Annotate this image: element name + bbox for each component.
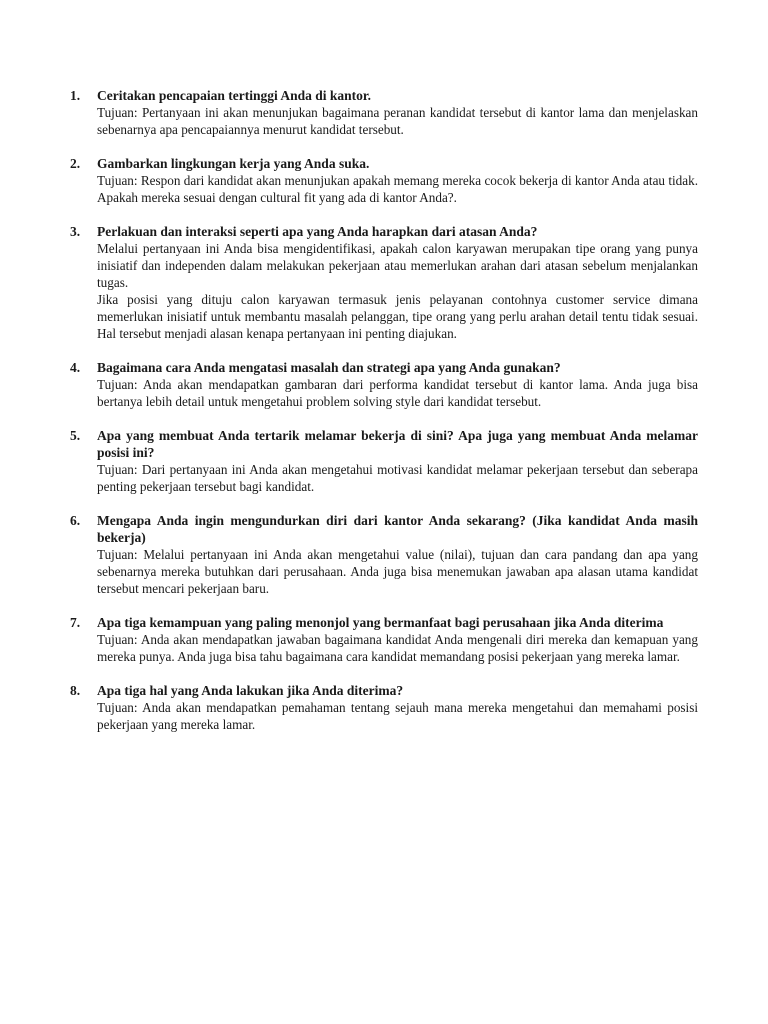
list-item bbox=[70, 682, 698, 733]
list-item bbox=[70, 614, 698, 665]
question-heading: Gambarkan lingkungan kerja yang Anda suka. bbox=[97, 156, 370, 171]
item-content bbox=[97, 87, 698, 138]
item-number: 7. bbox=[70, 615, 81, 630]
explanation-paragraph: Tujuan: Melalui pertanyaan ini Anda akan mengetahui value (nilai), tujuan dan cara pandang dan apa yang sebenarnya mereka butuhkan dari perusahaan. Anda juga bisa menemukan jawaban apa alasan utama kandidat tersebut mencari pekerjaan baru. bbox=[97, 547, 698, 596]
list-item bbox=[70, 223, 698, 342]
list-item bbox=[70, 359, 698, 410]
explanation-paragraph: Tujuan: Pertanyaan ini akan menunjukan bagaimana peranan kandidat tersebut di kantor lama dan menjelaskan sebenarnya apa pencapaiannya menurut kandidat tersebut. bbox=[97, 105, 698, 137]
question-list bbox=[70, 87, 698, 733]
explanation-paragraph: Tujuan: Dari pertanyaan ini Anda akan mengetahui motivasi kandidat melamar pekerjaan tersebut dan seberapa penting pekerjaan tersebut bagi kandidat. bbox=[97, 462, 698, 494]
item-content bbox=[97, 223, 698, 342]
item-number: 6. bbox=[70, 513, 81, 528]
question-heading: Apa tiga kemampuan yang paling menonjol yang bermanfaat bagi perusahaan jika Anda diterima bbox=[97, 615, 664, 630]
item-number: 3. bbox=[70, 224, 81, 239]
item-content bbox=[97, 682, 698, 733]
question-heading: Apa yang membuat Anda tertarik melamar bekerja di sini? Apa juga yang membuat Anda melamar posisi ini? bbox=[97, 428, 698, 460]
explanation-paragraph: Jika posisi yang dituju calon karyawan termasuk jenis pelayanan contohnya customer service dimana memerlukan inisiatif untuk membantu masalah pelanggan, tipe orang yang perlu arahan detail tentu tidak sesuai. Hal tersebut menjadi alasan kenapa pertanyaan ini penting diajukan. bbox=[97, 292, 698, 341]
item-number: 8. bbox=[70, 683, 81, 698]
question-heading: Mengapa Anda ingin mengundurkan diri dari kantor Anda sekarang? (Jika kandidat Anda masih bekerja) bbox=[97, 513, 698, 545]
explanation-paragraph: Tujuan: Respon dari kandidat akan menunjukan apakah memang mereka cocok bekerja di kantor Anda atau tidak. Apakah mereka sesuai dengan cultural fit yang ada di kantor Anda?. bbox=[97, 173, 698, 205]
explanation-paragraph: Tujuan: Anda akan mendapatkan gambaran dari performa kandidat tersebut di kantor lama. Anda juga bisa bertanya lebih detail untuk mengetahui problem solving style dari kandidat tersebut. bbox=[97, 377, 698, 409]
list-item bbox=[70, 427, 698, 495]
item-content bbox=[97, 359, 698, 410]
item-number: 4. bbox=[70, 360, 81, 375]
explanation-paragraph: Tujuan: Anda akan mendapatkan pemahaman tentang sejauh mana mereka mengetahui dan memahami posisi pekerjaan yang mereka lamar. bbox=[97, 700, 698, 732]
item-number: 1. bbox=[70, 88, 81, 103]
list-item bbox=[70, 155, 698, 206]
explanation-paragraph: Melalui pertanyaan ini Anda bisa mengidentifikasi, apakah calon karyawan merupakan tipe orang yang punya inisiatif dan independen dalam melakukan pekerjaan atau memerlukan arahan dari atasan sebelum menjalankan tugas. bbox=[97, 241, 698, 290]
explanation-paragraph: Tujuan: Anda akan mendapatkan jawaban bagaimana kandidat Anda mengenali diri mereka dan kemapuan yang mereka punya. Anda juga bisa tahu bagaimana cara kandidat memandang posisi pekerjaan yang mereka lamar. bbox=[97, 632, 698, 664]
item-content bbox=[97, 614, 698, 665]
item-number: 5. bbox=[70, 428, 81, 443]
question-heading: Apa tiga hal yang Anda lakukan jika Anda diterima? bbox=[97, 683, 404, 698]
item-number: 2. bbox=[70, 156, 81, 171]
question-heading: Perlakuan dan interaksi seperti apa yang Anda harapkan dari atasan Anda? bbox=[97, 224, 538, 239]
question-heading: Bagaimana cara Anda mengatasi masalah dan strategi apa yang Anda gunakan? bbox=[97, 360, 561, 375]
question-heading: Ceritakan pencapaian tertinggi Anda di kantor. bbox=[97, 88, 372, 103]
list-item bbox=[70, 512, 698, 597]
list-item bbox=[70, 87, 698, 138]
item-content bbox=[97, 512, 698, 597]
item-content bbox=[97, 427, 698, 495]
item-content bbox=[97, 155, 698, 206]
